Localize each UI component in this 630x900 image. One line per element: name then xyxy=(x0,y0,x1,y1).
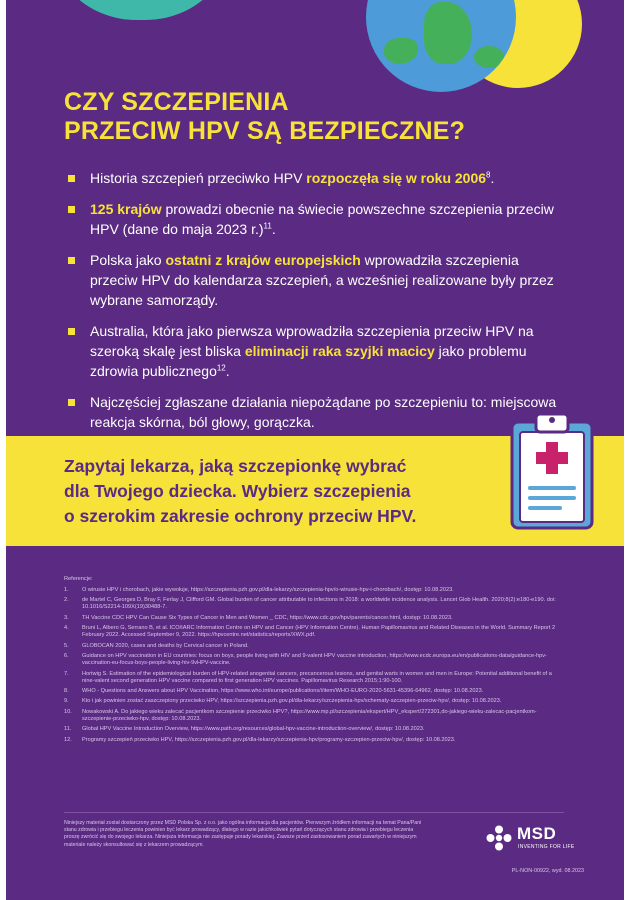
fact-item-countries: 125 krajów prowadzi obecnie na świecie powszechne szczepienia przeciw HPV (dane do maja 2023 r.)$^{11}$. xyxy=(68,199,568,239)
bullet-square-icon xyxy=(68,175,75,182)
page-title xyxy=(64,88,564,146)
medical-clipboard-icon xyxy=(506,408,598,532)
reference-item: 2. de Martel C, Georges D, Bray F, Ferlay J, Clifford GM. Global burden of cancer attributable to infections in 2018: a worldwide incidence analysis. Lancet Glob Health. 2020;8(2):e180-e190. doi: 10.1016/S2214-109X(19)30488-7. xyxy=(64,596,556,611)
decorative-circle-teal xyxy=(46,0,236,20)
fact-item-australia: Australia, która jako pierwsza wprowadziła szczepienia przeciw HPV na szeroką skalę jest bliska eliminacji raka szyjki macicy jako problemu zdrowia publicznego$^{12}$. xyxy=(68,321,568,381)
reference-item: 11. Global HPV Vaccine Introduction Overview, https://www.path.org/resources/global-hpv-vaccine-introduction-overview/, dostęp: 10.08.2023. xyxy=(64,726,425,733)
reference-item: 3. TH Vaccine CDC HPV Can Cause Six Types of Cancer in Men and Women _ CDC, https://www.cdc.gov/hpv/parents/cancer.html, dostęp: 10.08.2023. xyxy=(64,614,453,621)
msd-logo-icon xyxy=(486,825,512,851)
title-line-2: PRZECIW HPV SĄ BEZPIECZNE? xyxy=(64,117,466,145)
reference-item: 1. O wirusie HPV i chorobach, jakie wywołuje, https://szczepienia.pzh.gov.pl/dla-lekarzy/szczepienia-hpv/o-wirusie-hpv-i-chorobach/, dostęp: 10.08.2023. xyxy=(64,586,454,593)
document-code: PL-NON-00922, wyd. 08.2023 xyxy=(511,868,584,874)
references-section xyxy=(64,576,564,747)
footer-divider xyxy=(64,812,564,813)
reference-item: 6. Guidance on HPV vaccination in EU countries: focus on boys, people living with HIV and 9-valent HPV vaccine introduction, https://www.ecdc.europa.eu/en/publications-data/guidance-hpv-vaccination-eu-focus-boys-people-living-hiv-9vHPV-vaccine. xyxy=(64,652,547,667)
callout-text xyxy=(64,454,504,529)
reference-item: 9. Kto i jak powinien zostać zaszczepiony przeciwko HPV, https://szczepienia.pzh.gov.pl/dla-lekarzy/szczepienia-hpv/schematy-szczepien-przeciw-hpv/, dostęp: 10.08.2023. xyxy=(64,698,502,705)
reference-item: 5. GLOBOCAN 2020, cases and deaths by Cervical cancer in Poland. xyxy=(64,642,249,649)
fact-highlight: ostatni z krajów europejskich xyxy=(165,252,361,268)
reference-item: 4. Bruni L, Albero G, Serrano B, et al. ICO/IARC Information Centre on HPV and Cancer (HPV Information Centre). Human Papillomavirus and Related Diseases in the World. Summary Report 2 February 2022. Accessed September 9, 2022. https://hpvcentre.net/statistics/reports/XWX.pdf. xyxy=(64,624,556,639)
callout-line-3: o szerokim zakresie ochrony przeciw HPV. xyxy=(64,506,417,526)
fact-highlight: eliminacji raka szyjki macicy xyxy=(244,343,435,359)
footnote-ref: 11 xyxy=(263,221,272,231)
leaflet-page xyxy=(6,0,624,900)
bullet-square-icon xyxy=(68,257,75,264)
reference-item: 8. WHO - Questions and Answers about HPV Vaccination, https://www.who.int/europe/publications/i/item/WHO-EURO-2020-5631-45396-64962, dostęp: 10.08.2023. xyxy=(64,688,484,695)
disclaimer-text: Niniejszy materiał został dostarczony przez MSD Polska Sp. z o.o. jako ogólna informacja dla pacjentów. Pierwszym źródłem informacji na temat Pana/Pani stanu zdrowia i przebiegu leczenia powinien być lekarz prowadzący, dlatego w razie jakichkolwiek pytań dotyczących stanu zdrowia i przebiegu leczenia proszę zwrócić się do swojego lekarza. Niniejsza informacja nie zastępuje porady lekarskiej. Zawsze przed zastosowaniem porad zawartych w niniejszym materiale należy skonsultować się z lekarzem prowadzącym. xyxy=(64,820,422,848)
references-title: Referencje: xyxy=(64,576,93,582)
msd-logo xyxy=(486,822,576,858)
title-line-1: CZY SZCZEPIENIA xyxy=(64,88,289,116)
reference-item: 7. Hortwig S. Estimation of the epidemiological burden of HPV-related anogenital cancers, precancerous lesions, and genital warts in women and men in Europe: Potential additional benefit of a nine-valent second generation HPV vaccine compared to first generation HPV vaccines. Papillomavirus Research 2015;1:90-100. xyxy=(64,670,552,685)
callout-line-1: Zapytaj lekarza, jaką szczepionkę wybrać xyxy=(64,456,407,476)
fact-item-poland: Polska jako ostatni z krajów europejskich wprowadziła szczepienia przeciw HPV do kalendarza szczepień, a wcześniej realizowane były przez wybrane samorządy. xyxy=(68,250,568,310)
footnote-ref: 12 xyxy=(216,363,226,373)
reference-item: 10. Nowakowski A. Do jakiego wieku zalecać pacjentkom szczepienie przeciwko HPV?, https://www.mp.pl/szczepienia/ekspert/HPV_ekspert/272301,do-jakiego-wieku-zalecac-pacjentkom-szczepienie-przeciwko-hpv, dostęp: 10.08.2023. xyxy=(64,708,537,723)
brand-tagline: INVENTING FOR LIFE xyxy=(518,844,575,850)
fact-item-history: Historia szczepień przeciwko HPV rozpoczęła się w roku 2006$^8$. xyxy=(68,168,568,188)
bullet-square-icon xyxy=(68,328,75,335)
bullet-square-icon xyxy=(68,399,75,406)
facts-list xyxy=(68,168,568,443)
callout-line-2: dla Twojego dziecka. Wybierz szczepienia xyxy=(64,481,411,501)
references-list xyxy=(64,587,564,745)
fact-highlight: rozpoczęła się w roku 2006 xyxy=(306,170,487,186)
footnote-ref: 8 xyxy=(486,170,491,180)
fact-item-side-effects: Najczęściej zgłaszane działania niepożądane po szczepieniu to: miejscowa reakcja skórna, ból głowy, gorączka. xyxy=(68,392,568,432)
bullet-square-icon xyxy=(68,206,75,213)
brand-name: MSD xyxy=(517,824,557,843)
fact-highlight: 125 krajów xyxy=(90,201,162,217)
reference-item: 12. Programy szczepień przeciwko HPV, https://szczepienia.pzh.gov.pl/dla-lekarzy/szczepienia-hpv/programy-szczepien-przeciw-hpv/, dostęp: 10.08.2023. xyxy=(64,736,456,743)
